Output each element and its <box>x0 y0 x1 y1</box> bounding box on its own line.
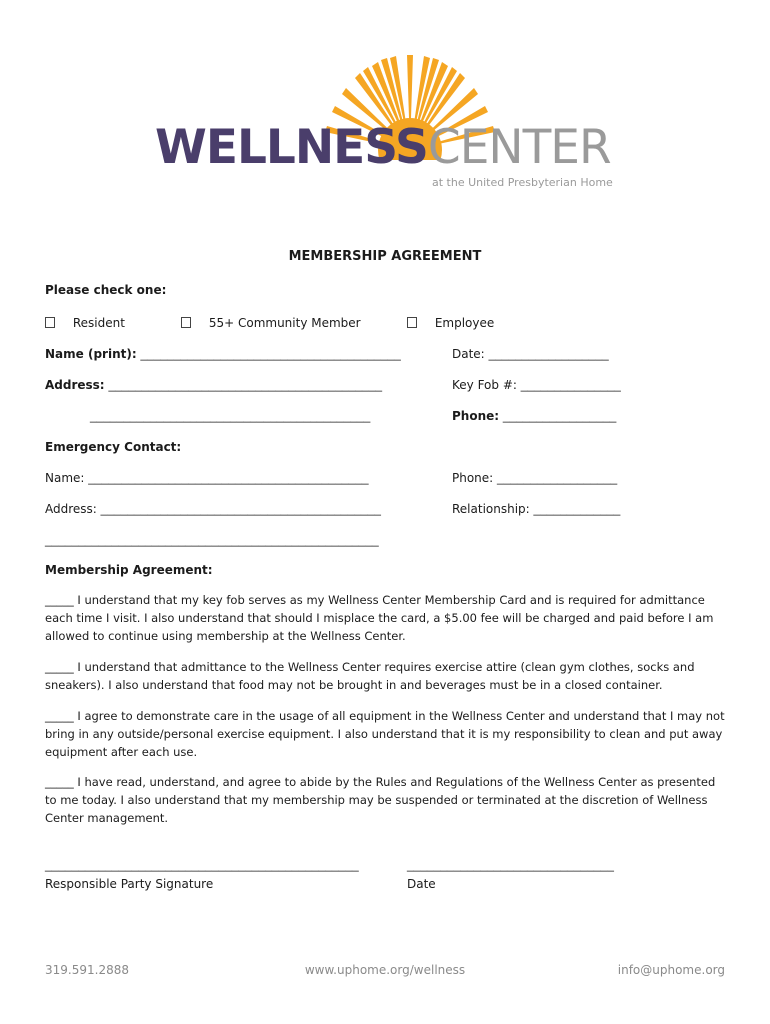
footer-website[interactable]: www.uphome.org/wellness <box>304 963 466 977</box>
check-prompt: Please check one: <box>45 283 167 297</box>
signature-date-field[interactable]: _______________________________ <box>407 858 614 872</box>
relationship-label: Relationship: <box>452 502 530 516</box>
logo-word-wellness: WELLNESS <box>155 120 428 175</box>
option-resident[interactable] <box>45 316 125 330</box>
date-label: Date: <box>452 347 485 361</box>
footer-email[interactable]: info@uphome.org <box>617 963 725 977</box>
option-label: Employee <box>434 316 495 330</box>
checkbox-55-community-member[interactable] <box>181 317 191 328</box>
address-line2-field[interactable]: __________________________________________ <box>90 409 371 423</box>
agreement-item-rules: _____ I have read, understand, and agree to abide by the Rules and Regulations of the Wellness Center as presented to me today. I also understand that my membership may be suspended or terminated at the discretion of Wellness Center management. <box>45 775 716 825</box>
name-label: Name (print): <box>45 347 137 361</box>
relationship-field[interactable]: _____________ <box>533 502 621 516</box>
date-field[interactable]: __________________ <box>488 347 609 361</box>
emergency-address-line2-field[interactable]: __________________________________________________ <box>45 533 379 547</box>
emergency-address-label: Address: <box>45 502 97 516</box>
phone-field[interactable]: _________________ <box>502 409 617 423</box>
option-55-community-member[interactable] <box>181 316 361 330</box>
option-label: 55+ Community Member <box>208 316 361 330</box>
address-field[interactable]: _________________________________________ <box>108 378 383 392</box>
key-fob-label: Key Fob #: <box>452 378 517 392</box>
agreement-item-equipment: _____ I agree to demonstrate care in the usage of all equipment in the Wellness Center and understand that I may not bring in any outside/personal exercise equipment. I also understand that it is my responsibility to clean and put away equipment after each use. <box>45 709 725 759</box>
page-title: MEMBERSHIP AGREEMENT <box>288 249 482 264</box>
agreement-heading: Membership Agreement: <box>45 563 213 577</box>
emergency-phone-label: Phone: <box>452 471 494 485</box>
signature-label: Responsible Party Signature <box>45 877 214 891</box>
checkbox-employee[interactable] <box>407 317 417 328</box>
phone-label: Phone: <box>452 409 500 423</box>
signature-field[interactable]: _______________________________________________ <box>45 858 359 872</box>
emergency-phone-field[interactable]: __________________ <box>497 471 618 485</box>
address-label: Address: <box>45 378 105 392</box>
agreement-item-key-fob: _____ I understand that my key fob serves as my Wellness Center Membership Card and is required for admittance each time I visit. I also understand that should I misplace the card, a $5.00 fee will be charged and paid before I am allowed to continue using membership at the Wellness Center. <box>45 593 714 643</box>
emergency-address-field[interactable]: __________________________________________ <box>100 502 381 516</box>
checkbox-resident[interactable] <box>45 317 55 328</box>
option-employee[interactable] <box>407 316 494 330</box>
logo <box>150 45 620 195</box>
logo-tagline: at the United Presbyterian Home <box>432 176 613 189</box>
emergency-name-field[interactable]: __________________________________________ <box>88 471 369 485</box>
emergency-heading: Emergency Contact: <box>45 440 182 454</box>
signature-date-label: Date <box>407 877 436 891</box>
logo-word-center: CENTER <box>427 120 611 175</box>
key-fob-field[interactable]: _______________ <box>520 378 621 392</box>
footer-phone: 319.591.2888 <box>45 963 129 977</box>
emergency-name-label: Name: <box>45 471 85 485</box>
agreement-item-attire: _____ I understand that admittance to the Wellness Center requires exercise attire (clean gym clothes, socks and sneakers). I also understand that food may not be brought in and beverages must be in a closed container. <box>45 660 695 692</box>
option-label: Resident <box>72 316 125 330</box>
name-field[interactable]: _______________________________________ <box>140 347 401 361</box>
